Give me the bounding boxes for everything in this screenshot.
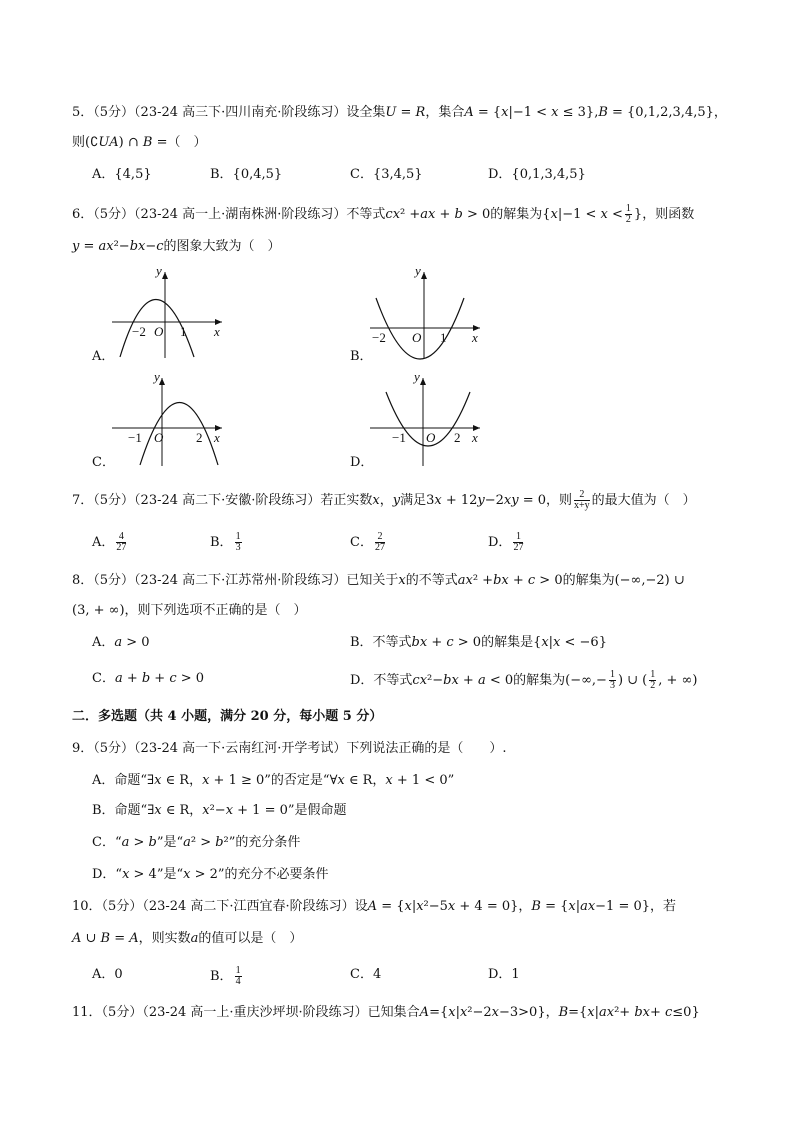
root-right-label: 1: [180, 324, 187, 339]
q5-option-c: C．{3,4,5}: [350, 167, 423, 182]
fraction-den: 3: [609, 680, 615, 691]
q10-option-c: C．4: [350, 967, 382, 982]
root-left-label: −1: [128, 430, 142, 445]
q6-stem-tail: }，则函数: [633, 207, 695, 222]
fraction-den: 27: [513, 542, 524, 553]
option-text: D．不等式𝑐𝑥²−𝑏𝑥 + 𝑎 < 0的解集为(−∞,−: [350, 673, 607, 688]
q8-stem-line2: (3, + ∞)，则下列选项不正确的是（ ）: [72, 603, 307, 618]
fraction-num: 1: [235, 531, 241, 542]
q7-fraction-num: 2: [574, 490, 590, 501]
q10-option-b: [210, 966, 244, 987]
q6-graph-a: [110, 262, 230, 362]
q8-stem-line1: 8．（5分）（23-24 高二下·江苏常州·阶段练习）已知关于𝑥的不等式𝑎𝑥² +𝑏𝑥 + 𝑐 > 0的解集为(−∞,−2) ∪: [72, 573, 685, 588]
option-label: B．: [210, 535, 233, 550]
q6-graph-d: [368, 370, 488, 470]
fraction-num: 1: [650, 669, 656, 680]
q7-option-a: [92, 532, 128, 553]
x-label: x: [214, 430, 220, 445]
q8-option-b: B．不等式𝑏𝑥 + 𝑐 > 0的解集是{𝑥|𝑥 < −6}: [350, 635, 607, 650]
origin-label: O: [154, 430, 164, 445]
fraction-den: 3: [235, 542, 241, 553]
q6-stem-text: 6．（5分）（23-24 高一上·湖南株洲·阶段练习）不等式𝑐𝑥² +𝑎𝑥 + 𝑏 > 0的解集为{𝑥|−1 < 𝑥 <: [72, 207, 623, 222]
q9-stem-line1: 9．（5分）（23-24 高一下·云南红河·开学考试）下列说法正确的是（ ）.: [72, 741, 507, 756]
q7-option-b: [210, 532, 244, 553]
q8-option-d: [350, 670, 697, 691]
option-fraction: [609, 670, 616, 691]
fraction-num: 4: [116, 532, 126, 543]
origin-label: O: [426, 430, 436, 445]
q5-option-b: B．{0,4,5}: [210, 167, 283, 182]
q7-stem-text: 7．（5分）（23-24 高二下·安徽·阶段练习）若正实数𝑥，𝑦满足3𝑥 + 12𝑦−2𝑥𝑦 = 0，则: [72, 493, 573, 508]
y-label: y: [415, 263, 421, 278]
q6-stem-line1: [72, 204, 694, 225]
q9-option-d: D．“𝑥 > 4”是“𝑥 > 2”的充分不必要条件: [92, 867, 329, 882]
q7-option-c: [350, 532, 387, 553]
q9-option-b: B．命题“∃𝑥 ∈ R，𝑥²−𝑥 + 1 = 0”是假命题: [92, 803, 347, 818]
q6-option-b-label: B．: [350, 349, 373, 364]
q6-graph-b: [368, 262, 488, 362]
y-axis-arrow-icon: [162, 272, 168, 279]
parabola-curve: [140, 403, 218, 466]
y-label: y: [414, 370, 420, 384]
q5-stem-line1: 5．（5分）（23-24 高三下·四川南充·阶段练习）设全集𝑈 = 𝑅，集合𝐴 = {𝑥|−1 < 𝑥 ≤ 3},𝐵 = {0,1,2,3,4,5}，: [72, 105, 727, 120]
option-fraction: [235, 532, 242, 553]
q8-option-c: C．𝑎 + 𝑏 + 𝑐 > 0: [92, 671, 205, 686]
q8-option-a: A．𝑎 > 0: [92, 635, 150, 650]
section-heading: 二．多选题（共 4 小题，满分 20 分，每小题 5 分）: [72, 709, 383, 724]
option-fraction: [649, 670, 656, 691]
option-label: A．: [92, 535, 115, 550]
fraction-num: 1: [235, 965, 241, 976]
q5-option-d: D．{0,1,3,4,5}: [488, 167, 586, 182]
q10-stem-line1: 10．（5分）（23-24 高二下·江西宜春·阶段练习）设𝐴 = {𝑥|𝑥²−5𝑥 + 4 = 0}，𝐵 = {𝑥|𝑎𝑥−1 = 0}，若: [72, 899, 677, 914]
origin-label: O: [412, 330, 422, 345]
fraction-den: 27: [374, 542, 385, 553]
q5-option-a: A．{4,5}: [92, 167, 152, 182]
fraction-den: 4: [235, 976, 241, 987]
root-right-label: 1: [440, 330, 447, 345]
fraction-den: 2: [650, 680, 656, 691]
q7-fraction-den: x+y: [574, 500, 590, 511]
x-label: x: [472, 430, 478, 445]
fraction-num: 2: [375, 532, 385, 543]
option-label: D．: [488, 535, 512, 550]
q7-option-d: [488, 532, 525, 553]
q6-fraction-num: 1: [625, 203, 631, 214]
fraction-den: 27: [116, 542, 127, 553]
root-left-label: −2: [132, 324, 146, 339]
q6-option-d-label: D．: [350, 455, 374, 470]
option-fraction: [513, 532, 523, 553]
root-left-label: −2: [372, 330, 386, 345]
option-label: C．: [350, 535, 373, 550]
q7-fraction: [574, 490, 590, 511]
q10-option-d: D．1: [488, 967, 520, 982]
y-axis-arrow-icon: [421, 272, 427, 279]
q5-stem-line2: 则(∁𝑈𝐴) ∩ 𝐵 =（ ）: [72, 135, 207, 150]
y-axis-arrow-icon: [420, 378, 426, 385]
y-axis-arrow-icon: [159, 378, 165, 385]
q6-stem-line2: 𝑦 = 𝑎𝑥²−𝑏𝑥−𝑐的图象大致为（ ）: [72, 239, 281, 254]
q6-option-c-label: C．: [92, 455, 115, 470]
q6-option-a-label: A．: [92, 349, 115, 364]
q9-option-c: C．“𝑎 > 𝑏”是“𝑎² > 𝑏²”的充分条件: [92, 835, 301, 850]
option-fraction: [375, 532, 385, 553]
q6-graph-c: [110, 370, 230, 470]
q9-option-a: A．命题“∃𝑥 ∈ R，𝑥 + 1 ≥ 0”的否定是“∀𝑥 ∈ R，𝑥 + 1 < 0”: [92, 773, 455, 788]
x-label: x: [472, 330, 478, 345]
x-label: x: [214, 324, 220, 339]
q7-stem-tail: 的最大值为（ ）: [591, 493, 696, 508]
fraction-num: 1: [513, 532, 523, 543]
q6-fraction-den: 2: [625, 214, 631, 225]
q10-stem-line2: 𝐴 ∪ 𝐵 = 𝐴，则实数𝑎的值可以是（ ）: [72, 931, 303, 946]
q6-fraction: [625, 204, 632, 225]
q10-option-a: A．0: [92, 967, 123, 982]
option-label: B．: [210, 969, 233, 984]
option-text: ) ∪ (: [617, 673, 648, 688]
root-right-label: 2: [196, 430, 203, 445]
option-fraction: [235, 966, 242, 987]
y-label: y: [154, 370, 160, 384]
q7-stem-line1: [72, 490, 696, 511]
root-right-label: 2: [454, 430, 461, 445]
option-text: , + ∞): [658, 673, 698, 688]
option-fraction: [116, 532, 126, 553]
y-label: y: [156, 263, 162, 278]
q11-stem-line1: 11．（5分）（23-24 高一上·重庆沙坪坝·阶段练习）已知集合𝐴={𝑥|𝑥²−2𝑥−3>0}，𝐵={𝑥|𝑎𝑥²+ 𝑏𝑥+ 𝑐≤0}: [72, 1005, 700, 1020]
fraction-num: 1: [609, 669, 615, 680]
root-left-label: −1: [392, 430, 406, 445]
origin-label: O: [154, 324, 164, 339]
